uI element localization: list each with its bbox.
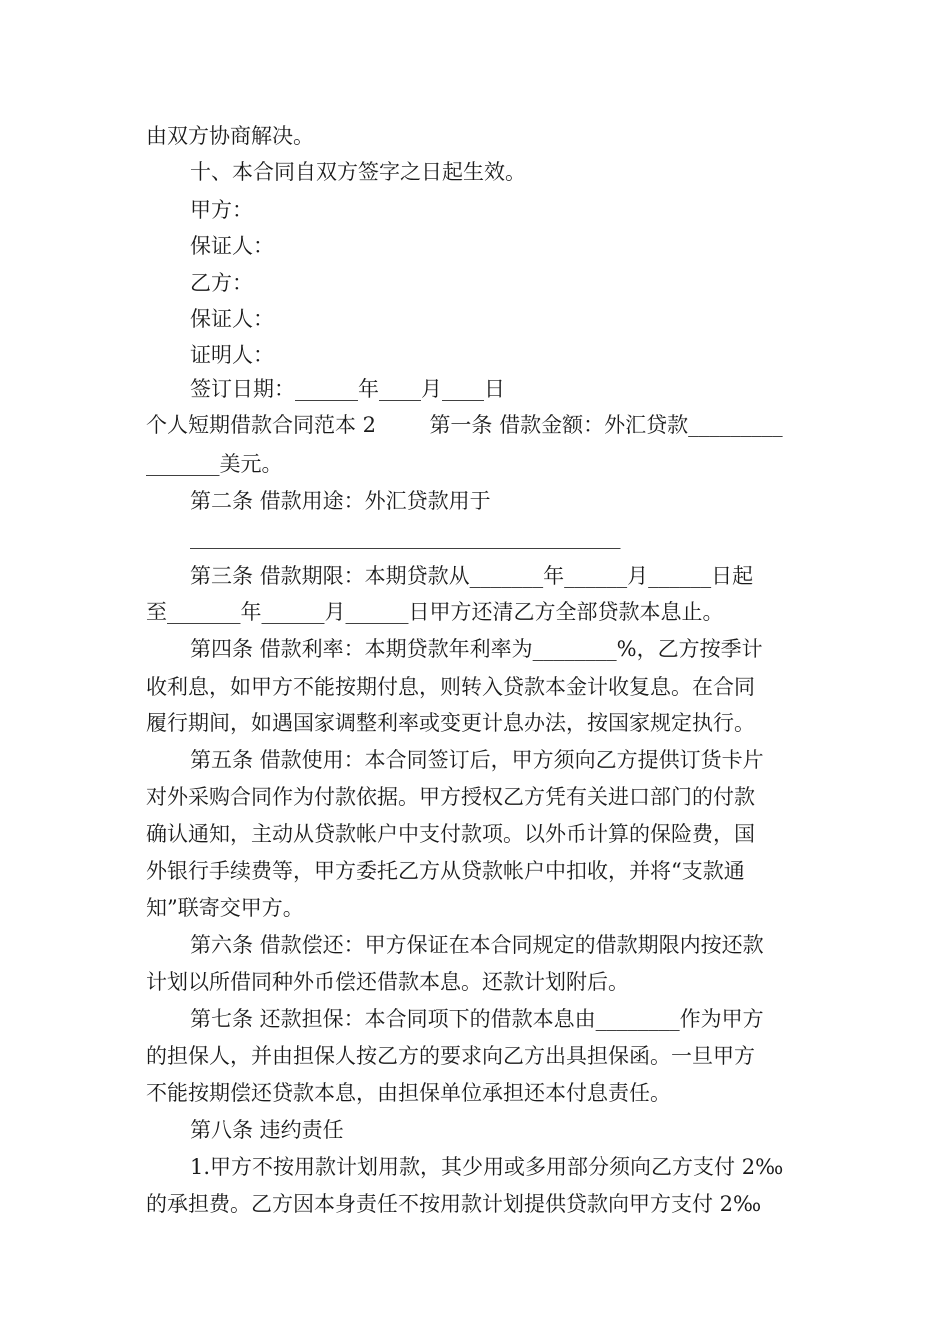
text-line: 履行期间，如遇国家调整利率或变更计息办法，按国家规定执行。 [146, 711, 755, 735]
text-line: 个人短期借款合同范本 2 第一条 借款金额：外汇贷款_________ [146, 413, 783, 437]
text-line: 至_______年______月______日甲方还清乙方全部贷款本息止。 [146, 600, 724, 624]
text-line: 的担保人，并由担保人按乙方的要求向乙方出具担保函。一旦甲方 [146, 1044, 755, 1068]
text-line: 十、本合同自双方签字之日起生效。 [190, 160, 526, 184]
text-line: 的承担费。乙方因本身责任不按用款计划提供贷款向甲方支付 2‰ [146, 1192, 762, 1216]
text-line: 第三条 借款期限：本期贷款从_______年______月______日起 [190, 564, 754, 588]
text-line: 1.甲方不按用款计划用款，其少用或多用部分须向乙方支付 2‰ [190, 1155, 784, 1179]
text-line: _________________________________________ [190, 525, 621, 549]
text-line: 第六条 借款偿还：甲方保证在本合同规定的借款期限内按还款 [190, 933, 764, 957]
text-line: 不能按期偿还贷款本息，由担保单位承担还本付息责任。 [146, 1081, 671, 1105]
text-line: 保证人： [190, 234, 274, 258]
text-line: 签订日期：______年____月____日 [190, 377, 505, 401]
text-line: 第四条 借款利率：本期贷款年利率为________%，乙方按季计 [190, 637, 763, 661]
text-line: 第八条 违约责任 [190, 1118, 344, 1142]
text-line: 确认通知，主动从贷款帐户中支付款项。以外币计算的保险费，国 [146, 822, 755, 846]
text-line: 知”联寄交甲方。 [146, 896, 304, 920]
text-line: 甲方： [190, 198, 253, 222]
text-line: 由双方协商解决。 [146, 124, 314, 148]
text-line: 证明人： [190, 343, 274, 367]
text-line: 第二条 借款用途：外汇贷款用于 [190, 489, 491, 513]
text-line: 计划以所借同种外币偿还借款本息。还款计划附后。 [146, 970, 629, 994]
text-line: 保证人： [190, 307, 274, 331]
text-line: 收利息，如甲方不能按期付息，则转入贷款本金计收复息。在合同 [146, 675, 755, 699]
text-line: 对外采购合同作为付款依据。甲方授权乙方凭有关进口部门的付款 [146, 785, 755, 809]
text-line: _______美元。 [146, 452, 283, 476]
text-line: 外银行手续费等，甲方委托乙方从贷款帐户中扣收，并将“支款通 [146, 859, 745, 883]
text-line: 第七条 还款担保：本合同项下的借款本息由________作为甲方 [190, 1007, 764, 1031]
text-line: 第五条 借款使用：本合同签订后，甲方须向乙方提供订货卡片 [190, 748, 764, 772]
text-line: 乙方： [190, 271, 253, 295]
